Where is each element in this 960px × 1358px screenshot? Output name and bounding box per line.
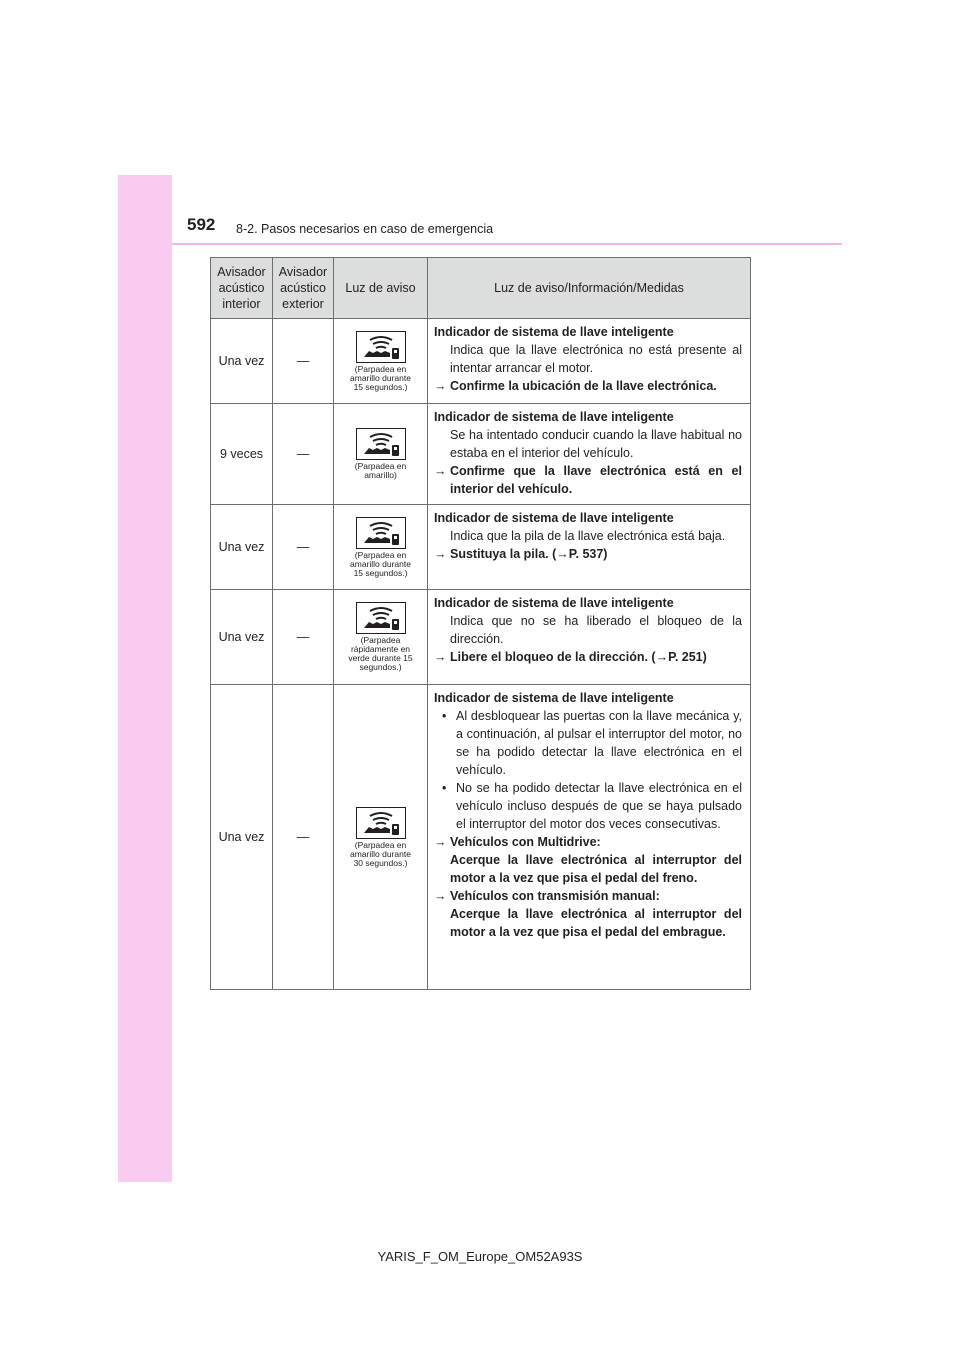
table-row — [211, 590, 751, 685]
bullet-item — [434, 707, 742, 779]
description: Indica que no se ha liberado el bloqueo de la dirección. — [450, 614, 742, 646]
info-cell — [428, 404, 751, 505]
info-cell — [428, 505, 751, 590]
arrow-icon: → — [434, 464, 447, 478]
section-title: 8-2. Pasos necesarios en caso de emergencia — [236, 222, 494, 236]
warning-light-cell — [334, 404, 428, 505]
header-exterior-buzzer: Avisador acústico exterior — [273, 258, 334, 319]
case-action: Acerque la llave electrónica al interruptor del motor a la vez que pisa el pedal del freno. — [450, 853, 742, 885]
interior-buzzer-cell: 9 veces — [211, 404, 273, 505]
description: Indica que la pila de la llave electrónica está baja. — [450, 529, 726, 543]
info-cell — [428, 685, 751, 990]
action-block — [450, 833, 742, 887]
action-text: Sustituya la pila. (→P. 537) — [450, 547, 608, 561]
info-cell — [428, 319, 751, 404]
warning-light-cell — [334, 505, 428, 590]
info-cell — [428, 590, 751, 685]
exterior-buzzer-cell: — — [273, 685, 334, 990]
arrow-icon: → — [434, 650, 447, 664]
interior-buzzer-cell: Una vez — [211, 590, 273, 685]
smart-key-indicator-icon — [356, 428, 406, 460]
arrow-icon: → — [434, 379, 447, 393]
indicator-title: Indicador de sistema de llave inteligente — [434, 410, 674, 424]
case-label: Vehículos con Multidrive: — [450, 835, 601, 849]
action-line — [434, 887, 742, 941]
table-row — [211, 505, 751, 590]
bullet-item — [434, 779, 742, 833]
interior-buzzer-cell: Una vez — [211, 505, 273, 590]
bullet-mark: • — [442, 709, 447, 723]
arrow-icon: → — [434, 835, 447, 849]
indicator-title: Indicador de sistema de llave inteligente — [434, 325, 674, 339]
table-row — [211, 685, 751, 990]
light-note: (Parpadea en amarillo durante 15 segundos.) — [350, 363, 411, 392]
smart-key-indicator-icon — [356, 602, 406, 634]
action-line — [434, 648, 742, 666]
bullet-mark: • — [442, 781, 447, 795]
header-info-measures: Luz de aviso/Información/Medidas — [428, 258, 751, 319]
action-line — [434, 462, 742, 498]
exterior-buzzer-cell: — — [273, 319, 334, 404]
light-note: (Parpadea rápidamente en verde durante 15 segundos.) — [348, 635, 413, 672]
action-text: Confirme que la llave electrónica está en el interior del vehículo. — [450, 464, 742, 496]
header-warning-light: Luz de aviso — [334, 258, 428, 319]
exterior-buzzer-cell: — — [273, 590, 334, 685]
action-block — [450, 887, 742, 941]
warning-light-cell — [334, 590, 428, 685]
table-row — [211, 319, 751, 404]
warning-light-cell — [334, 685, 428, 990]
header-interior-buzzer: Avisador acústico interior — [211, 258, 273, 319]
header-rule — [172, 243, 842, 245]
light-note: (Parpadea en amarillo durante 30 segundos.) — [350, 839, 411, 868]
light-note: (Parpadea en amarillo durante 15 segundos.) — [350, 549, 411, 578]
indicator-title: Indicador de sistema de llave inteligente — [434, 691, 674, 705]
exterior-buzzer-cell: — — [273, 404, 334, 505]
light-note: (Parpadea en amarillo) — [354, 461, 407, 480]
action-line — [434, 545, 742, 563]
indicator-title: Indicador de sistema de llave inteligente — [434, 511, 674, 525]
interior-buzzer-cell: Una vez — [211, 685, 273, 990]
table-row — [211, 404, 751, 505]
action-text: Libere el bloqueo de la dirección. (→P. 251) — [450, 650, 707, 664]
case-label: Vehículos con transmisión manual: — [450, 889, 660, 903]
exterior-buzzer-cell: — — [273, 505, 334, 590]
description: Se ha intentado conducir cuando la llave habitual no estaba en el interior del vehículo. — [450, 428, 742, 460]
description: Indica que la llave electrónica no está presente al intentar arrancar el motor. — [450, 343, 742, 375]
interior-buzzer-cell: Una vez — [211, 319, 273, 404]
table-header-row — [211, 258, 751, 319]
warning-table — [210, 257, 751, 990]
arrow-icon: → — [434, 889, 447, 903]
action-line — [434, 833, 742, 887]
smart-key-indicator-icon — [356, 807, 406, 839]
page-number: 592 — [187, 215, 216, 234]
warning-light-cell — [334, 319, 428, 404]
action-text: Confirme la ubicación de la llave electrónica. — [450, 379, 717, 393]
case-action: Acerque la llave electrónica al interruptor del motor a la vez que pisa el pedal del embrague. — [450, 907, 742, 939]
bullet-text: No se ha podido detectar la llave electrónica en el vehículo incluso después de que se haya pulsado el interruptor del motor dos veces consecutivas. — [456, 781, 742, 831]
indicator-title: Indicador de sistema de llave inteligente — [434, 596, 674, 610]
footer-doc-code: YARIS_F_OM_Europe_OM52A93S — [377, 1249, 583, 1264]
chapter-sidebar — [118, 175, 172, 1182]
arrow-icon: → — [434, 547, 447, 561]
smart-key-indicator-icon — [356, 331, 406, 363]
action-line — [434, 377, 742, 395]
smart-key-indicator-icon — [356, 517, 406, 549]
bullet-text: Al desbloquear las puertas con la llave mecánica y, a continuación, al pulsar el interruptor del motor, no se ha podido detectar la llave electrónica en el vehículo. — [456, 709, 742, 777]
